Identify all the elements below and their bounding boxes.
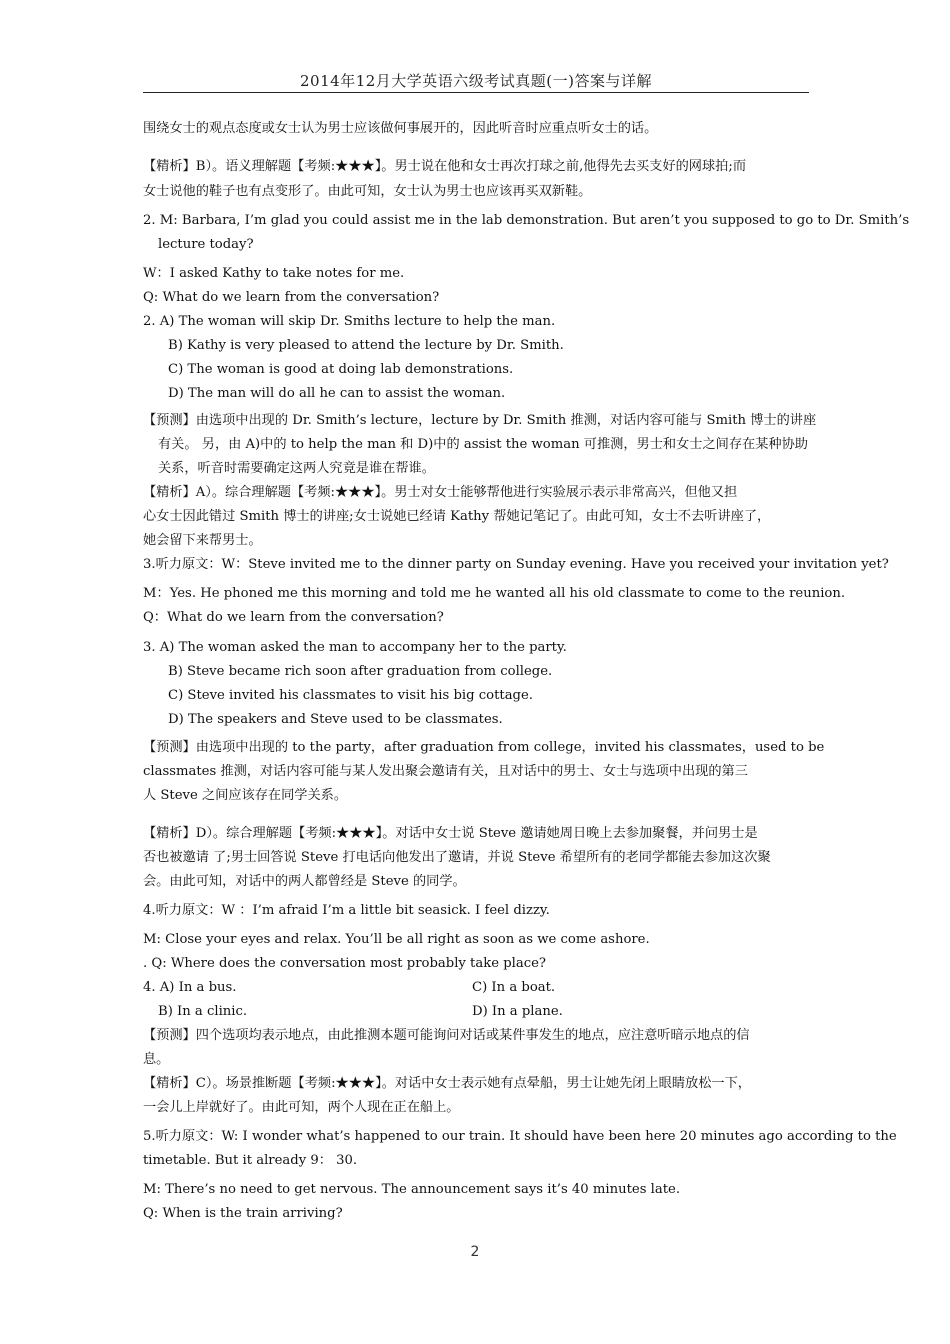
text-line: B) Kathy is very pleased to attend the lecture by Dr. Smith. bbox=[168, 338, 564, 353]
text-line: . Q: Where does the conversation most probably take place? bbox=[143, 956, 546, 971]
text-line: Q: What do we learn from the conversation? bbox=[143, 290, 440, 305]
text-line: 人 Steve 之间应该存在同学关系。 bbox=[143, 788, 348, 803]
text-line: 一会儿上岸就好了。由此可知，两个人现在正在船上。 bbox=[143, 1100, 460, 1115]
text-line: 【精析】D）。综合理解题【考频:★★★】。对话中女士说 Steve 邀请她周日晚上去参加聚餐，并问男士是 bbox=[143, 826, 758, 841]
text-line: 5.听力原文：W: I wonder what’s happened to our train. It should have been here 20 minutes ago according to the bbox=[143, 1129, 897, 1144]
text-line: W：I asked Kathy to take notes for me. bbox=[143, 266, 405, 281]
text-line: 否也被邀请 了;男士回答说 Steve 打电话向他发出了邀请，并说 Steve 希望所有的老同学都能去参加这次聚 bbox=[143, 850, 771, 865]
text-line: 【预测】四个选项均表示地点，由此推测本题可能询问对话或某件事发生的地点，应注意听暗示地点的信 bbox=[143, 1028, 750, 1043]
text-line: 2. A) The woman will skip Dr. Smiths lecture to help the man. bbox=[143, 314, 556, 329]
text-line: D) The speakers and Steve used to be classmates. bbox=[168, 712, 503, 727]
text-line: D) The man will do all he can to assist the woman. bbox=[168, 386, 506, 401]
text-line: 女士说他的鞋子也有点变形了。由此可知，女士认为男士也应该再买双新鞋。 bbox=[143, 184, 592, 199]
text-line: lecture today? bbox=[158, 237, 254, 252]
text-line: M: Close your eyes and relax. You’ll be all right as soon as we come ashore. bbox=[143, 932, 650, 947]
text-line: 关系，听音时需要确定这两人究竟是谁在帮谁。 bbox=[158, 461, 435, 476]
text-line: 围绕女士的观点态度或女士认为男士应该做何事展开的，因此听音时应重点听女士的话。 bbox=[143, 121, 658, 136]
page-header-title: 2014年12月大学英语六级考试真题(一)答案与详解 bbox=[300, 72, 652, 90]
text-line: 【预测】由选项中出现的 Dr. Smith’s lecture，lecture by Dr. Smith 推测，对话内容可能与 Smith 博士的讲座 bbox=[143, 413, 817, 428]
text-line: 【精析】B）。语义理解题【考频:★★★】。男士说在他和女士再次打球之前,他得先去买支好的网球拍;而 bbox=[143, 159, 747, 174]
text-line: timetable. But it already 9： 30. bbox=[143, 1153, 358, 1168]
text-line: C) Steve invited his classmates to visit his big cottage. bbox=[168, 688, 533, 703]
text-line: M：Yes. He phoned me this morning and told me he wanted all his old classmate to come to the reunion. bbox=[143, 586, 846, 601]
text-line: 【精析】A）。综合理解题【考频:★★★】。男士对女士能够帮他进行实验展示表示非常高兴，但他又担 bbox=[143, 485, 738, 500]
text-line: 4.听力原文：W ：I’m afraid I’m a little bit seasick. I feel dizzy. bbox=[143, 903, 550, 918]
text-line: M: There’s no need to get nervous. The announcement says it’s 40 minutes late. bbox=[143, 1182, 681, 1197]
text-line: Q：What do we learn from the conversation? bbox=[143, 610, 444, 625]
text-line: C) The woman is good at doing lab demonstrations. bbox=[168, 362, 514, 377]
text-line: 有关。 另，由 A)中的 to help the man 和 D)中的 assist the woman 可推测，男士和女士之间存在某种协助 bbox=[158, 437, 808, 452]
header-rule bbox=[143, 92, 809, 93]
text-line: 2. M: Barbara, I’m glad you could assist me in the lab demonstration. But aren’t you supposed to go to Dr. Smith’s bbox=[143, 213, 910, 228]
text-line: 息。 bbox=[143, 1052, 170, 1067]
text-line: B) Steve became rich soon after graduation from college. bbox=[168, 664, 553, 679]
text-line: 【预测】由选项中出现的 to the party，after graduation from college，invited his classmates，used to be bbox=[143, 740, 825, 755]
text-line: 心女士因此错过 Smith 博士的讲座;女士说她已经请 Kathy 帮她记笔记了。由此可知，女士不去听讲座了， bbox=[143, 509, 771, 524]
text-line: B) In a clinic. bbox=[158, 1004, 248, 1019]
text-line: 3. A) The woman asked the man to accompany her to the party. bbox=[143, 640, 567, 655]
text-line: 她会留下来帮男士。 bbox=[143, 533, 262, 548]
text-line: 4. A) In a bus. bbox=[143, 980, 237, 995]
text-line: classmates 推测，对话内容可能与某人发出聚会邀请有关，且对话中的男士、女士与选项中出现的第三 bbox=[143, 764, 748, 779]
text-line: Q: When is the train arriving? bbox=[143, 1206, 343, 1221]
text-line: 3.听力原文：W：Steve invited me to the dinner party on Sunday evening. Have you received your invitation yet? bbox=[143, 557, 889, 572]
text-line: 【精析】C）。场景推断题【考频:★★★】。对话中女士表示她有点晕船，男士让她先闭上眼睛放松一下， bbox=[143, 1076, 751, 1091]
page-number: 2 bbox=[470, 1244, 480, 1260]
text-line: C) In a boat. bbox=[472, 980, 556, 995]
text-line: 会。由此可知，对话中的两人都曾经是 Steve 的同学。 bbox=[143, 874, 466, 889]
text-line: D) In a plane. bbox=[472, 1004, 563, 1019]
